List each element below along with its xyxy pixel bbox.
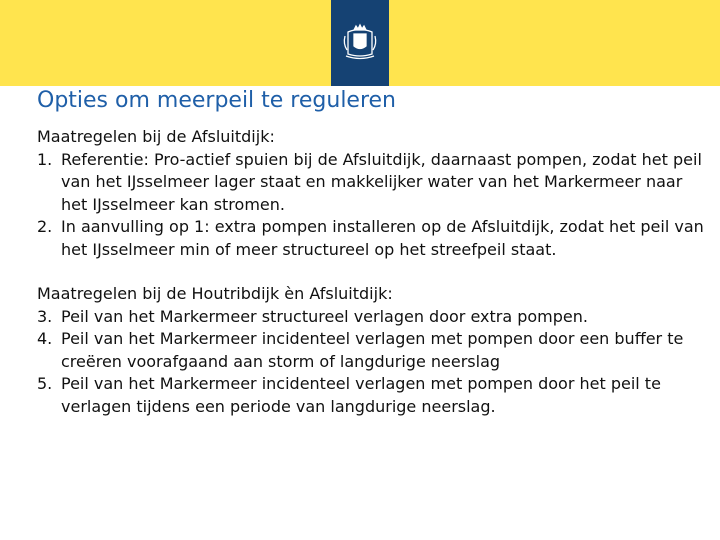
logo-bar [331,0,389,86]
content-body [37,126,707,418]
list-number: 3. [37,306,53,326]
list-number: 5. [37,374,53,393]
list-number: 2. [37,217,53,236]
list-text: Peil van het Markermeer incidenteel verlagen met pompen door het peil te verlagen tijdens een periode van langdurige neerslag. [61,374,661,416]
list-number: 1. [37,149,53,169]
list-text: Referentie: Pro-actief spuien bij de Afsluitdijk, daarnaast pompen, zodat het peil van het IJsselmeer lager staat en makkelijker water van het Markermeer naar het IJsselmeer kan stromen. [61,149,702,214]
list-item [37,216,707,261]
list-item [37,149,707,217]
list-number: 4. [37,329,53,348]
list-text: In aanvulling op 1: extra pompen installeren op de Afsluitdijk, zodat het peil van het IJsselmeer min of meer structureel op het streefpeil staat. [61,217,704,259]
list-item [37,328,707,373]
list-text: Peil van het Markermeer structureel verlagen door extra pompen. [61,306,588,326]
list-text: Peil van het Markermeer incidenteel verlagen met pompen door een buffer te creëren voorafgaand aan storm of langdurige neerslag [61,329,684,371]
coat-of-arms-icon [341,22,379,62]
list-item [37,306,707,329]
section-heading: Maatregelen bij de Afsluitdijk: [37,127,275,146]
list-item [37,373,707,418]
page-title: Opties om meerpeil te reguleren [37,88,397,113]
section-heading: Maatregelen bij de Houtribdijk èn Afsluitdijk: [37,284,393,303]
